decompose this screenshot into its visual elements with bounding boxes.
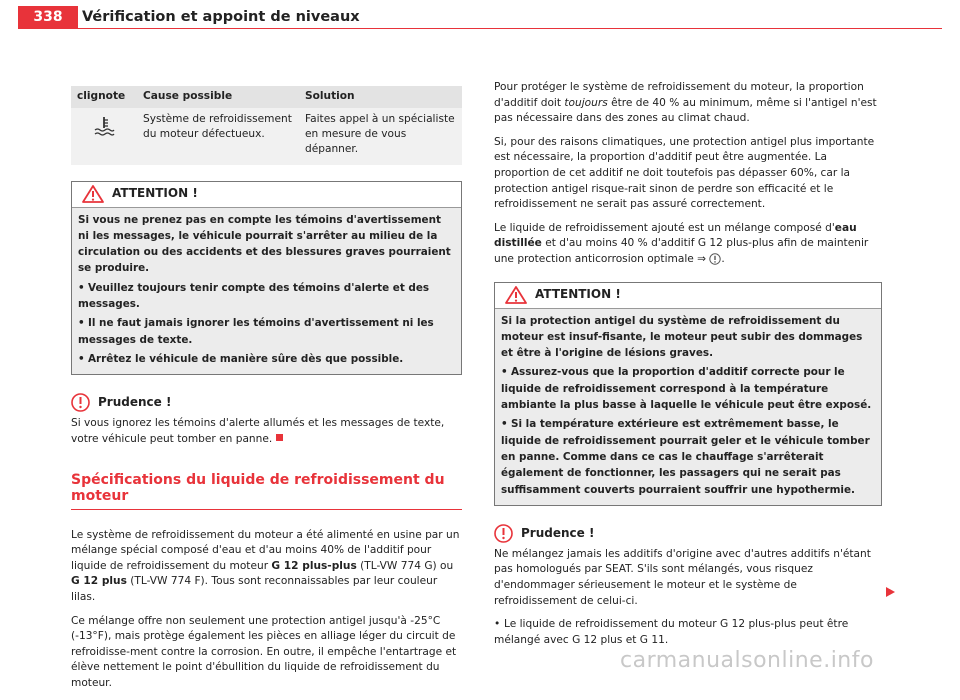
body-paragraph: Si, pour des raisons climatiques, une protection antigel plus importante est nécessaire, la proportion d'additif peut être augmentée. La proportion de cet additif ne doit toutefois pas dépasser 60%, car la protection antigel risque-rait sinon de perdre son efficacité et le refroidissement ne serait pas assuré correctement. — [494, 135, 875, 211]
left-column — [71, 86, 462, 700]
caution-header-left — [71, 393, 462, 412]
caution-title: Prudence ! — [521, 525, 595, 540]
caution-icon — [71, 393, 90, 412]
caution-title: Prudence ! — [98, 394, 172, 409]
table-icon-cell — [71, 108, 137, 165]
right-column — [494, 80, 882, 656]
attention-header — [72, 182, 461, 208]
watermark: carmanualsonline.info — [620, 648, 874, 673]
page-number: 338 — [18, 6, 78, 28]
caution-bullet: • Le liquide de refroidissement du moteur G 12 plus-plus peut être mélangé avec G 12 plus et G 11. — [494, 618, 849, 646]
section-paragraph: Ce mélange offre non seulement une protection antigel jusqu'à -25°C (-13°F), mais protège également les pièces en alliage léger du circuit de refroidisse-ment contre la corrosion. En outre, il empêche l'entartrage et élève nettement le point d'ébullition du liquide de refroidissement du moteur. — [71, 614, 457, 689]
table-header-cell: Cause possible — [137, 86, 299, 108]
caution-text: Si vous ignorez les témoins d'alerte allumés et les messages de texte, votre véhicule peut tomber en panne. — [71, 417, 445, 445]
body-paragraph: Le liquide de refroidissement ajouté est un mélange composé d'eau distillée et d'au moins 40 % d'additif G 12 plus-plus afin de maintenir une protection anticorrosion optimale ⇒ . — [494, 221, 869, 265]
attention-title: ATTENTION ! — [112, 186, 198, 201]
next-page-arrow-icon[interactable] — [884, 586, 896, 598]
caution-icon — [494, 524, 513, 543]
caution-reference-icon[interactable] — [709, 253, 721, 265]
section-paragraph: Le système de refroidissement du moteur a été alimenté en usine par un mélange spécial composé d'eau et d'au moins 40% de l'additif pour liquide de refroidissement du moteur G 12 plus-plus (TL-VW 774 G) ou G 12 plus (TL-VW 774 F). Tous sont reconnaissables par leur couleur lilas. — [71, 528, 460, 604]
table-cell-solution: Faites appel à un spécialiste en mesure de vous dépanner. — [299, 108, 462, 165]
attention-intro: Si la protection antigel du système de refroidissement du moteur est insuf-fisante, le moteur peut subir des dommages et être à l'origine de lésions graves. — [501, 314, 863, 360]
table-header-cell: Solution — [299, 86, 462, 108]
attention-bullet: • Veuillez toujours tenir compte des témoins d'alerte et des messages. — [78, 281, 430, 311]
warning-triangle-icon — [505, 286, 527, 304]
attention-bullet: • Arrêtez le véhicule de manière sûre dès que possible. — [78, 352, 404, 365]
body-paragraph: Pour protéger le système de refroidissement du moteur, la proportion d'additif doit toujours être de 40 % au minimum, même si l'antigel n'est pas nécessaire dans des zones au climat chaud. — [494, 81, 877, 125]
caution-text: Ne mélangez jamais les additifs d'origine avec d'autres additifs n'étant pas homologués par SEAT. S'ils sont mélangés, vous risquez d'endommager sérieusement le moteur et le système de refroidissement de celui-ci. — [494, 547, 871, 607]
chapter-title: Vérification et appoint de niveaux — [82, 9, 360, 25]
attention-bullet: • Assurez-vous que la proportion d'additif correcte pour le liquide de refroidissement correspond à la température ambiante la plus basse à laquelle le véhicule peut être exposé. — [501, 366, 872, 412]
attention-box-right — [494, 282, 882, 506]
attention-bullet: • Si la température extérieure est extrêmement basse, le liquide de refroidissement pourrait geler et le véhicule tomber en panne. Comme dans ce cas le chauffage s'arrêterait également de fonctionner, les passagers qui ne serait pas suffisamment couverts pourraient souffrir une hypothermie. — [501, 418, 870, 496]
page-header — [0, 0, 960, 30]
warning-triangle-icon — [82, 185, 104, 203]
table-header-row — [71, 86, 462, 108]
attention-body — [72, 208, 461, 375]
section-title: Spécifications du liquide de refroidissement du moteur — [71, 473, 462, 509]
table-row — [71, 108, 462, 165]
attention-title: ATTENTION ! — [535, 287, 621, 302]
attention-header — [495, 283, 881, 309]
attention-body — [495, 309, 881, 505]
attention-bullet: • Il ne faut jamais ignorer les témoins d'avertissement ni les messages de texte. — [78, 317, 434, 346]
coolant-temperature-icon — [93, 116, 115, 136]
reference-arrow: ⇒ — [697, 252, 707, 265]
end-of-section-marker — [276, 434, 283, 441]
table-header-cell: clignote — [71, 86, 137, 108]
caution-header-right — [494, 524, 882, 543]
attention-intro: Si vous ne prenez pas en compte les témoins d'avertissement ni les messages, le véhicule pourrait s'arrêter au milieu de la circulation ou des accidents et des blessures graves pourraient se produire. — [78, 213, 451, 275]
header-divider — [18, 28, 942, 29]
warning-lamp-table — [71, 86, 462, 165]
attention-box-left — [71, 181, 462, 376]
table-cell-cause: Système de refroidissement du moteur défectueux. — [137, 108, 299, 165]
